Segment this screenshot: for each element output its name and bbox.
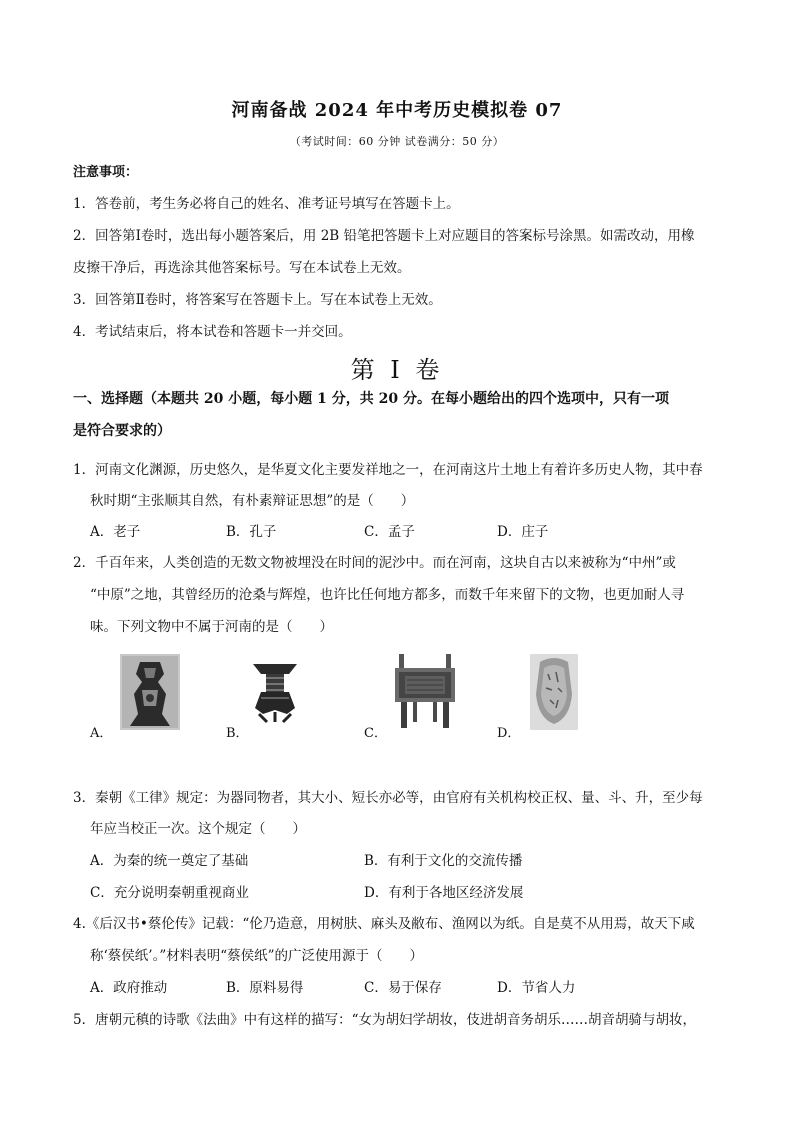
q3-stem: 3．秦朝《工律》规定：为器同物者，其大小、短长亦必等，由官府有关机构校正权、量、斗、升，至少每	[73, 790, 703, 806]
section-heading: 一、选择题（本题共 20 小题，每小题 1 分，共 20 分。在每小题给出的四个选项中，只有一项	[73, 391, 669, 407]
q3-option-b[interactable]: B．有利于文化的交流传播	[364, 853, 523, 869]
q3-option-c[interactable]: C．充分说明秦朝重视商业	[90, 885, 249, 901]
q1-stem-cont: 秋时期“主张顺其自然，有朴素辩证思想”的是（ ）	[90, 493, 415, 509]
notice-item-3: 3．回答第Ⅱ卷时，将答案写在答题卡上。写在本试卷上无效。	[73, 292, 442, 308]
exam-title: 河南备战 2024 年中考历史模拟卷 07	[231, 100, 563, 121]
q4-option-d[interactable]: D．节省人力	[497, 980, 576, 996]
q2-artifact-images	[0, 654, 794, 744]
q1-stem: 1．河南文化渊源，历史悠久，是华夏文化主要发祥地之一，在河南这片土地上有着许多历史人物，其中春	[73, 462, 703, 478]
q2-option-a[interactable]: A．	[90, 726, 113, 741]
q2-stem-cont-2: 味。下列文物中不属于河南的是（ ）	[90, 619, 333, 635]
q4-option-a[interactable]: A．政府推动	[90, 980, 168, 996]
part-title: 第 I 卷	[350, 356, 444, 384]
exam-subtitle: （考试时间：60 分钟 试卷满分：50 分）	[289, 135, 505, 148]
q3-option-d[interactable]: D．有利于各地区经济发展	[364, 885, 524, 901]
q3-option-a[interactable]: A．为秦的统一奠定了基础	[90, 853, 249, 869]
notice-item-2-cont: 皮擦干净后，再选涂其他答案标号。写在本试卷上无效。	[73, 260, 411, 276]
q5-stem: 5．唐朝元稹的诗歌《法曲》中有这样的描写：“女为胡妇学胡妆，伎进胡音务胡乐……胡音胡骑与胡妆，	[73, 1012, 696, 1028]
q4-stem: 4.《后汉书•蔡伦传》记载：“伦乃造意，用树肤、麻头及敝布、渔网以为纸。自是莫不从用焉，故天下咸	[73, 916, 695, 932]
q2-option-b[interactable]: B．	[226, 726, 249, 741]
notice-heading: 注意事项：	[73, 165, 139, 180]
artifact-image-c[interactable]	[391, 654, 459, 728]
artifact-image-a[interactable]	[120, 654, 180, 730]
notice-item-1: 1．答卷前，考生务必将自己的姓名、准考证号填写在答题卡上。	[73, 196, 460, 212]
notice-item-4: 4．考试结束后，将本试卷和答题卡一并交回。	[73, 324, 352, 340]
artifact-image-d[interactable]	[530, 654, 578, 730]
q1-option-c[interactable]: C．孟子	[364, 524, 415, 540]
q1-option-a[interactable]: A．老子	[90, 524, 141, 540]
notice-item-2: 2．回答第Ⅰ卷时，选出每小题答案后，用 2B 铅笔把答题卡上对应题目的答案标号涂黑。如需改动，用橡	[73, 228, 695, 244]
q4-stem-cont: 称‘蔡侯纸’。”材料表明“蔡侯纸”的广泛使用源于（ ）	[90, 948, 424, 964]
q3-stem-cont: 年应当校正一次。这个规定（ ）	[90, 821, 306, 837]
artifact-image-b[interactable]	[251, 662, 299, 724]
q1-option-d[interactable]: D．庄子	[497, 524, 549, 540]
q2-option-d[interactable]: D．	[497, 726, 521, 741]
q2-option-c[interactable]: C．	[364, 726, 387, 741]
section-heading-cont: 是符合要求的）	[73, 423, 171, 439]
q2-stem-cont-1: “中原”之地，其曾经历的沧桑与辉煌，也许比任何地方都多，而数千年来留下的文物，也更加耐人寻	[90, 587, 685, 603]
q1-option-b[interactable]: B．孔子	[226, 524, 277, 540]
q2-stem: 2．千百年来，人类创造的无数文物被埋没在时间的泥沙中。而在河南，这块自古以来被称为“中州”或	[73, 555, 676, 571]
q4-option-b[interactable]: B．原料易得	[226, 980, 304, 996]
q4-option-c[interactable]: C．易于保存	[364, 980, 442, 996]
